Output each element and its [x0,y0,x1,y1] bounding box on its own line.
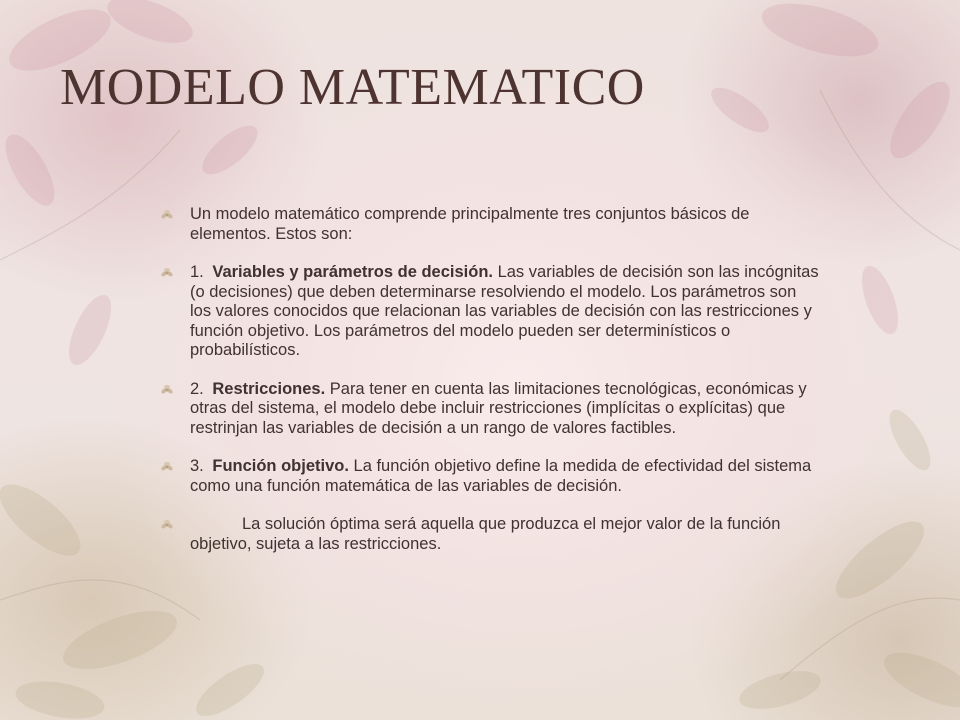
item-number: 1. [190,263,204,281]
leaf-bullet-icon [160,208,174,222]
item-heading: Variables y parámetros de decisión. [212,263,493,281]
bullet-item-funcion-objetivo [160,457,820,496]
leaf-bullet-icon [160,518,174,532]
bullet-text: La función objetivo define la medida de efectividad del sistema como una función matemática de las variables de decisión. [190,457,812,495]
leaf-bullet-icon [160,460,174,474]
leaf-bullet-icon [160,383,174,397]
bullet-item-restricciones [160,380,820,439]
bullet-text: Las variables de decisión son las incógnitas (o decisiones) que deben determinarse resolviendo el modelo. Los parámetros son los valores conocidos que relacionan las variables de decisión con las restricciones y función objetivo. Los parámetros del modelo pueden ser determinísticos o probabilísticos. [190,263,819,359]
item-heading: Función objetivo. [212,457,349,475]
item-heading: Restricciones. [212,379,326,398]
bullet-item-solucion [160,515,820,554]
leaf-bullet-icon [160,266,174,280]
bullet-list [160,205,820,573]
bullet-item-variables [160,263,820,361]
bullet-text: Un modelo matemático comprende principalmente tres conjuntos básicos de elementos. Estos son: [190,205,750,243]
bullet-text: Para tener en cuenta las limitaciones tecnológicas, económicas y otras del sistema, el modelo debe incluir restricciones (implícitas o explícitas) que restrinjan las variables de decisión a un rango de valores factibles. [190,379,807,437]
slide-title: MODELO MATEMATICO [60,59,645,116]
item-number: 3. [190,457,204,475]
item-number: 2. [190,379,204,398]
bullet-text: La solución óptima será aquella que produzca el mejor valor de la función objetivo, sujeta a las restricciones. [190,515,781,553]
bullet-item-intro [160,205,820,244]
